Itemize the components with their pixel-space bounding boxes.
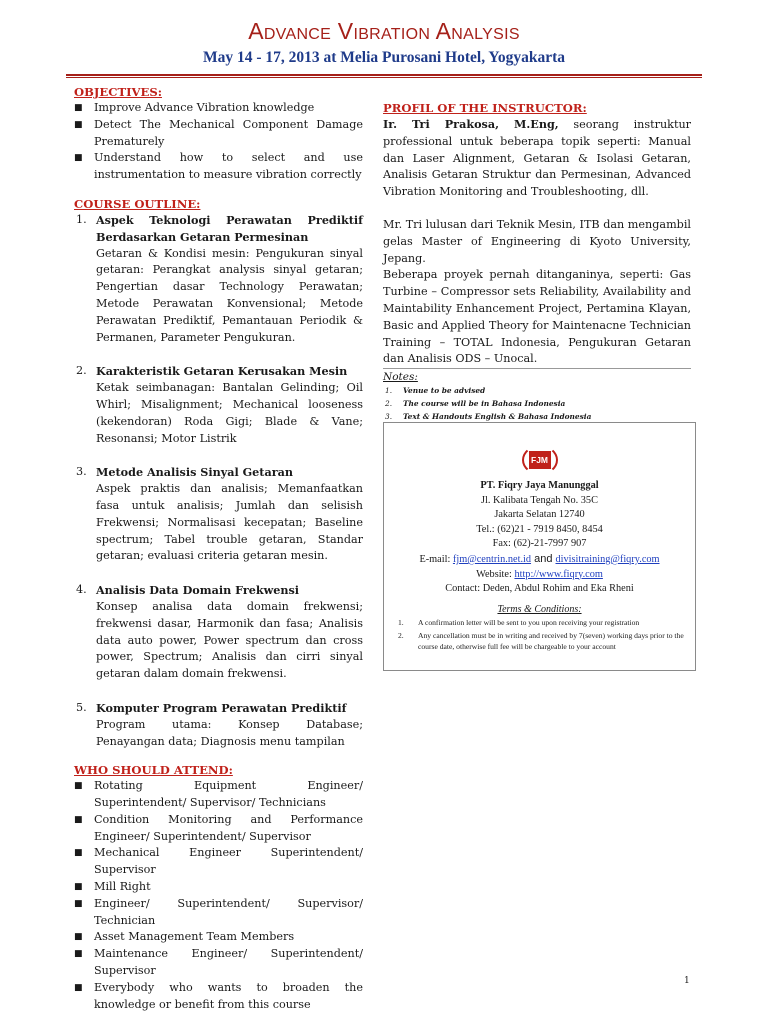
- fax: Fax: (62)-21-7997 907: [492, 538, 587, 550]
- list-item: ■ Engineer/ Superintendent/ Supervisor/ Technician: [74, 896, 363, 927]
- address-line: Jakarta Selatan 12740: [494, 509, 585, 521]
- contact-persons: Contact: Deden, Abdul Rohim and Eka Rheni: [445, 583, 634, 595]
- course-item-title: Aspek Teknologi Perawatan Prediktif Berdasarkan Getaran Permesinan: [96, 212, 363, 244]
- notes-heading: Notes:: [383, 368, 691, 384]
- course-outline-list: [74, 212, 363, 750]
- bullet-icon: ■: [74, 949, 83, 960]
- list-item: ■ Mill Right: [74, 879, 363, 896]
- course-item-title: Komputer Program Perawatan Prediktif: [96, 700, 347, 715]
- address-line: Jl. Kalibata Tengah No. 35C: [481, 494, 598, 506]
- bullet-icon: ■: [74, 781, 83, 792]
- website-line: Website: http://www.fiqry.com: [476, 568, 603, 580]
- list-item: ■ Mechanical Engineer Superintendent/ Supervisor: [74, 846, 363, 877]
- list-item: 3. Metode Analisis Sinyal Getaran Aspek praktis dan analisis; Memanfaatkan fasa untuk analisis; Jumlah dan selisish Frekwensi; Normalisasi kecepatan; Baseline spectrum; Tabel trouble getaran, Standar getaran; evaluasi criteria getaran mesin.: [74, 464, 363, 565]
- list-item: ■ Detect The Mechanical Component Damage Prematurely: [74, 117, 363, 148]
- email-link-1[interactable]: fjm@centrin.net.id: [452, 553, 532, 565]
- list-item: 1. Venue to be advised: [385, 386, 486, 396]
- bullet-icon: ■: [74, 898, 83, 909]
- list-item: 5. Komputer Program Perawatan Prediktif Program utama: Konsep Database; Penayangan data; Diagnosis menu tampilan: [74, 700, 363, 750]
- bullet-icon: ■: [74, 814, 83, 825]
- attendees-list: [74, 778, 363, 1013]
- list-item: ■ Maintenance Engineer/ Superintendent/ Supervisor: [74, 947, 363, 978]
- terms-list: [384, 617, 695, 652]
- bullet-icon: ■: [74, 103, 83, 113]
- right-column: [383, 100, 691, 423]
- list-item: 1. A confirmation letter will be sent to you upon receiving your registration: [398, 618, 640, 628]
- list-item: ■ Rotating Equipment Engineer/ Superintendent/ Supervisor/ Technicians: [74, 779, 363, 810]
- list-item: 2. Any cancellation must be in writing and received by 7(seven) working days prior to the course date, otherwise full fee will be chargeable to your account: [398, 631, 684, 652]
- list-item: ■ Asset Management Team Members: [74, 929, 363, 946]
- title-rule-thin: [66, 77, 702, 78]
- email-line: E-mail: fjm@centrin.net.id and divisitraining@fiqry.com: [419, 552, 660, 565]
- list-item: ■ Condition Monitoring and Performance Engineer/ Superintendent/ Supervisor: [74, 812, 363, 843]
- list-item: 1. Aspek Teknologi Perawatan Prediktif Berdasarkan Getaran Permesinan Getaran & Kondisi mesin: Pengukuran sinyal getaran: Perangkat analysis sinyal getaran; Pengertian dasar Technology Perawatan; Metode Perawatan Konvensional; Metode Perawatan Prediktif, Pemantauan Periodik & Permanen, Parameter Pengukuran.: [74, 212, 363, 346]
- bullet-icon: ■: [74, 932, 83, 943]
- phone: Tel.: (62)21 - 7919 8450, 8454: [476, 523, 603, 535]
- instructor-bio: Ir. Tri Prakosa, M.Eng, seorang instruktur professional untuk beberapa topik seperti: Manual dan Laser Alignment, Getaran & Isolasi Getaran, Analisis Getaran Struktur dan Permesinan, Advanced Vibration Monitoring and Troubleshooting, dll.: [383, 117, 692, 199]
- instructor-projects: Beberapa proyek pernah ditanganinya, seperti: Gas Turbine – Compressor sets Reliability, Availability and Maintability Enhancement Project, Pertamina Klayan, Basic and Applied Theory for Maintenacne Technician Training – TOTAL Indonesia, Pengukuran Getaran dan Analisis ODS – Unocal.: [383, 268, 691, 366]
- website-link[interactable]: http://www.fiqry.com: [514, 568, 603, 580]
- list-item: 2. The course will be in Bahasa Indonesia: [385, 399, 566, 409]
- objectives-heading: OBJECTIVES:: [74, 85, 162, 99]
- bullet-icon: ■: [74, 982, 83, 993]
- contact-box: [383, 422, 696, 671]
- company-logo-icon: FJM: [522, 445, 558, 475]
- bullet-icon: ■: [74, 848, 83, 859]
- page-number: 1: [684, 976, 690, 986]
- objectives-list: [74, 100, 363, 184]
- course-item-desc: Getaran & Kondisi mesin: Pengukuran sinyal getaran: Perangkat analysis sinyal getaran; Pengertian dasar Technology Perawatan; Metode Perawatan Konvensional; Metode Perawatan Prediktif, Pemantauan Periodik & Permanen, Parameter Pengukuran.: [96, 246, 363, 344]
- course-item-desc: Aspek praktis dan analisis; Memanfaatkan fasa untuk analisis; Jumlah dan selisish Frekwensi; Normalisasi kecepatan; Baseline spectrum; Tabel trouble getaran, Standar getaran; evaluasi criteria getaran mesin.: [96, 482, 363, 563]
- instructor-name: Ir. Tri Prakosa, M.Eng,: [383, 117, 559, 131]
- bullet-icon: ■: [74, 882, 83, 893]
- bullet-icon: ■: [74, 153, 83, 164]
- course-item-desc: Program utama: Konsep Database; Penayangan data; Diagnosis menu tampilan: [96, 717, 363, 748]
- company-name: PT. Fiqry Jaya Manunggal: [480, 480, 599, 491]
- event-date-venue: May 14 - 17, 2013 at Melia Purosani Hotel, Yogyakarta: [202, 49, 566, 66]
- instructor-education: Mr. Tri lulusan dari Teknik Mesin, ITB dan mengambil gelas Master of Engineering di Kyoto University, Jepang.: [383, 217, 691, 265]
- course-item-title: Analisis Data Domain Frekwensi: [96, 583, 300, 598]
- list-item: ■ Understand how to select and use instrumentation to measure vibration correctly: [74, 151, 363, 182]
- page-title: Advance Vibration Analysis: [248, 18, 520, 44]
- who-should-attend-heading: WHO SHOULD ATTEND:: [74, 763, 233, 778]
- course-item-title: Karakteristik Getaran Kerusakan Mesin: [96, 364, 348, 379]
- list-item: ■ Improve Advance Vibration knowledge: [74, 100, 363, 117]
- notes-list: [383, 384, 691, 423]
- title-rule-thick: [66, 74, 702, 76]
- bullet-icon: ■: [74, 119, 83, 130]
- list-item: 2. Karakteristik Getaran Kerusakan Mesin Ketak seimbanagan: Bantalan Gelinding; Oil Whirl; Misalignment; Mechanical looseness (kekendoran) Roda Gigi; Blade & Vane; Resonansi; Motor Listrik: [74, 363, 363, 447]
- list-item: 4. Analisis Data Domain Frekwensi Konsep analisa data domain frekwensi; frekwensi dasar, Harmonik dan fasa; Analisis data auto power, Power spectrum dan cross power, Spectrum; Analisis dan cirri sinyal getaran dalam domain frekwensi.: [74, 582, 363, 683]
- instructor-heading: PROFIL OF THE INSTRUCTOR:: [383, 101, 587, 115]
- course-outline-heading: COURSE OUTLINE:: [74, 196, 201, 211]
- course-item-title: Metode Analisis Sinyal Getaran: [96, 465, 293, 480]
- list-item: ■ Everybody who wants to broaden the knowledge or benefit from this course: [74, 980, 363, 1011]
- course-item-desc: Konsep analisa data domain frekwensi; frekwensi dasar, Harmonik dan fasa; Analisis data auto power, Power spectrum dan cross power, Spectrum; Analisis dan cirri sinyal getaran dalam domain frekwensi.: [96, 599, 363, 681]
- list-item: 3. Text & Handouts English & Bahasa Indonesia: [385, 412, 592, 422]
- terms-heading: Terms & Conditions:: [497, 603, 582, 615]
- left-column: [74, 84, 363, 1013]
- course-item-desc: Ketak seimbanagan: Bantalan Gelinding; Oil Whirl; Misalignment; Mechanical looseness (kekendoran) Roda Gigi; Blade & Vane; Resonansi; Motor Listrik: [96, 381, 363, 445]
- email-link-2[interactable]: divisitraining@fiqry.com: [555, 553, 660, 565]
